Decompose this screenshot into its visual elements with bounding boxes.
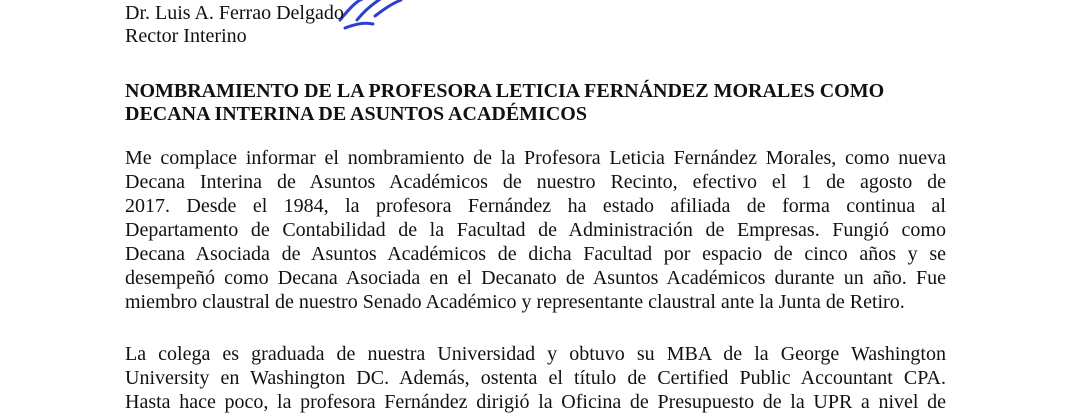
paragraph-line: Decana Interina de Asuntos Académicos de nuestro Recinto, efectivo el 1 de agosto de	[125, 171, 946, 193]
paragraph-line: Decana Asociada de Asuntos Académicos de dicha Facultad por espacio de cinco años y se	[125, 243, 946, 265]
paragraph-line: Hasta hace poco, la profesora Fernández dirigió la Oficina de Presupuesto de la UPR a nivel de	[125, 391, 946, 413]
sender-name: Dr. Luis A. Ferrao Delgado	[125, 2, 344, 24]
paragraph-line: La colega es graduada de nuestra Universidad y obtuvo su MBA de la George Washington	[125, 343, 946, 365]
subject-line-2: DECANA INTERINA DE ASUNTOS ACADÉMICOS	[125, 103, 587, 125]
paragraph-line: Me complace informar el nombramiento de la Profesora Leticia Fernández Morales, como nueva	[125, 147, 946, 169]
sender-title: Rector Interino	[125, 25, 247, 47]
paragraph-line: desempeñó como Decana Asociada en el Decanato de Asuntos Académicos durante un año. Fue	[125, 267, 946, 289]
paragraph-line: 2017. Desde el 1984, la profesora Fernández ha estado afiliada de forma continua al	[125, 195, 946, 217]
paragraph-line: miembro claustral de nuestro Senado Académico y representante claustral ante la Junta de Retiro.	[125, 291, 905, 313]
paragraph-line: Departamento de Contabilidad de la Facultad de Administración de Empresas. Fungió como	[125, 219, 946, 241]
paragraph-line: University en Washington DC. Además, ostenta el título de Certified Public Accountant CPA.	[125, 367, 946, 389]
subject-line-1: NOMBRAMIENTO DE LA PROFESORA LETICIA FERNÁNDEZ MORALES COMO	[125, 80, 885, 102]
signature-ink	[335, 0, 405, 36]
